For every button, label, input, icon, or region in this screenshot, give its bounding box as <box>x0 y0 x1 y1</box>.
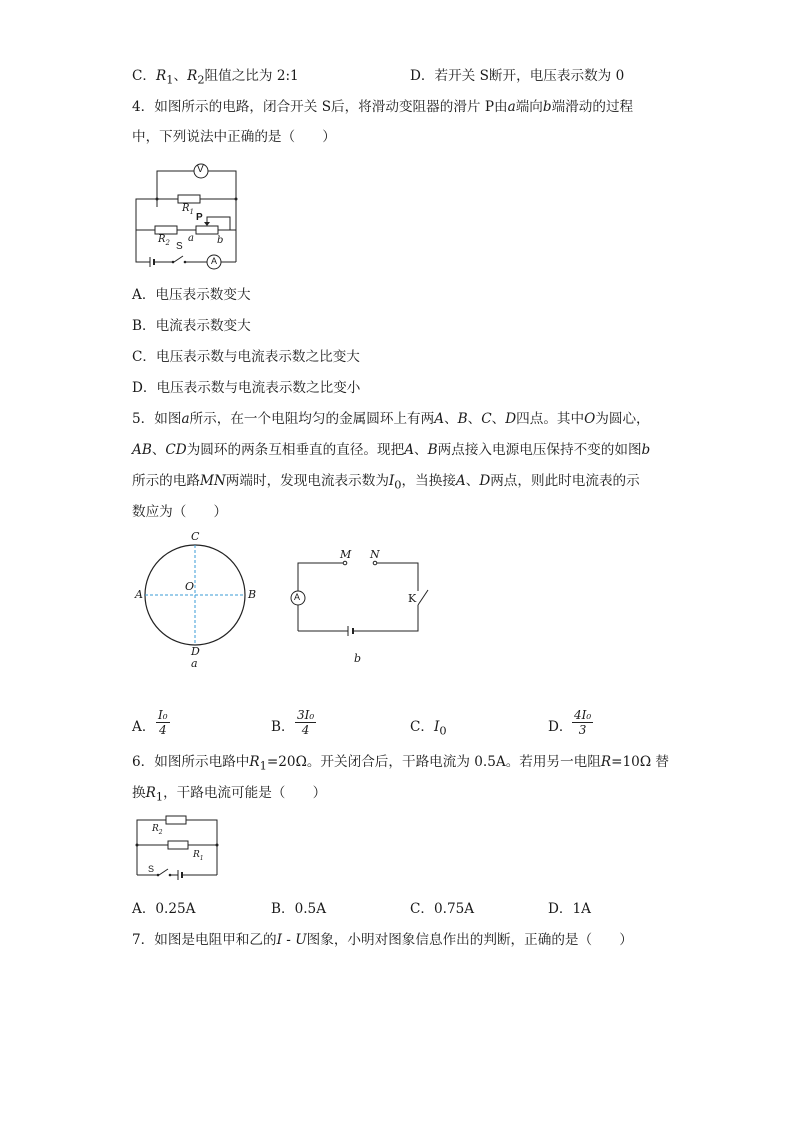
q5-option-d-fraction: $\frac{\text{4I₀}}{3}$ <box>574 708 592 737</box>
ring-point-b: B <box>248 588 257 601</box>
ammeter-label-b: A <box>294 592 301 602</box>
q4-stem-line1: 4．如图所示的电路，闭合开关 S后，将滑动变阻器的滑片 P由a端向b端滑动的过程 <box>132 99 634 115</box>
q4-option-d[interactable]: D．电压表示数与电流表示数之比变小 <box>132 380 361 396</box>
q3-option-d[interactable]: D．若开关 S断开，电压表示数为 0 <box>410 68 625 84</box>
q4-option-c[interactable]: C．电压表示数与电流表示数之比变大 <box>132 349 360 365</box>
switch-k-label: K <box>408 592 417 605</box>
q5-option-c[interactable]: C．$I_0$ <box>410 719 447 738</box>
switch-s-label: S <box>176 241 183 252</box>
q7-stem: 7．如图是电阻甲和乙的I - U图象，小明对图象信息作出的判断，正确的是（ ） <box>132 932 633 948</box>
q5-option-d[interactable]: D． <box>548 719 573 735</box>
q5-stem-line4: 数应为（ ） <box>132 504 228 520</box>
q6-switch-label: S <box>148 864 155 874</box>
q5-option-a[interactable]: A． <box>132 719 156 735</box>
voltmeter-label: V <box>197 164 204 175</box>
q5-stem-line1: 5．如图a所示，在一个电阻均匀的金属圆环上有两A、B、C、D四点。其中O为圆心， <box>132 411 650 427</box>
q6-stem-line2: 换$R_1$，干路电流可能是（ ） <box>132 785 327 804</box>
r2-label: $R_2$ <box>158 234 170 247</box>
q4-option-b[interactable]: B．电流表示数变大 <box>132 318 251 334</box>
q6-option-d[interactable]: D．1A <box>548 901 591 917</box>
slider-p-label: P <box>196 212 203 223</box>
ring-center-o: O <box>185 580 195 593</box>
q4-option-a[interactable]: A．电压表示数变大 <box>132 287 251 303</box>
terminal-m-label: M <box>340 548 352 561</box>
figure-a-caption: a <box>191 657 198 670</box>
q6-option-c[interactable]: C．0.75A <box>410 901 475 917</box>
ring-point-a: A <box>135 588 143 601</box>
q6-option-b[interactable]: B．0.5A <box>271 901 327 917</box>
figure-b-caption: b <box>354 652 362 665</box>
q5-option-a-fraction: $\frac{\text{I₀}}{4}$ <box>158 708 168 737</box>
terminal-n-label: N <box>370 548 380 561</box>
q5-option-b-fraction: $\frac{\text{3I₀}}{4}$ <box>297 708 315 737</box>
ring-point-d: D <box>191 645 200 658</box>
q5-option-b[interactable]: B． <box>271 719 295 735</box>
terminal-a-label: a <box>188 233 194 244</box>
q5-stem-line2: AB、CD为圆环的两条互相垂直的直径。现把A、B两点接入电源电压保持不变的如图b <box>132 442 651 458</box>
ammeter-label: A <box>211 256 218 266</box>
q6-r2-label: $R_2$ <box>152 824 163 836</box>
r1-label: $R_1$ <box>182 203 194 216</box>
q6-option-a[interactable]: A．0.25A <box>132 901 196 917</box>
q4-stem-line2: 中，下列说法中正确的是（ ） <box>132 129 336 145</box>
q3-option-c[interactable]: C．$R_1$、$R_2$阻值之比为 2:1 <box>132 68 299 87</box>
q5-stem-line3: 所示的电路MN两端时，发现电流表示数为$I_0$，当换接A、D两点，则此时电流表的示 <box>132 473 640 492</box>
ring-point-c: C <box>191 530 200 543</box>
terminal-b-label: b <box>217 235 224 246</box>
q6-stem-line1: 6．如图所示电路中$R_1=20\Omega$。开关闭合后，干路电流为 0.5A。若用另一电阻R=10Ω 替 <box>132 754 669 773</box>
q6-r1-label: $R_1$ <box>193 850 204 862</box>
